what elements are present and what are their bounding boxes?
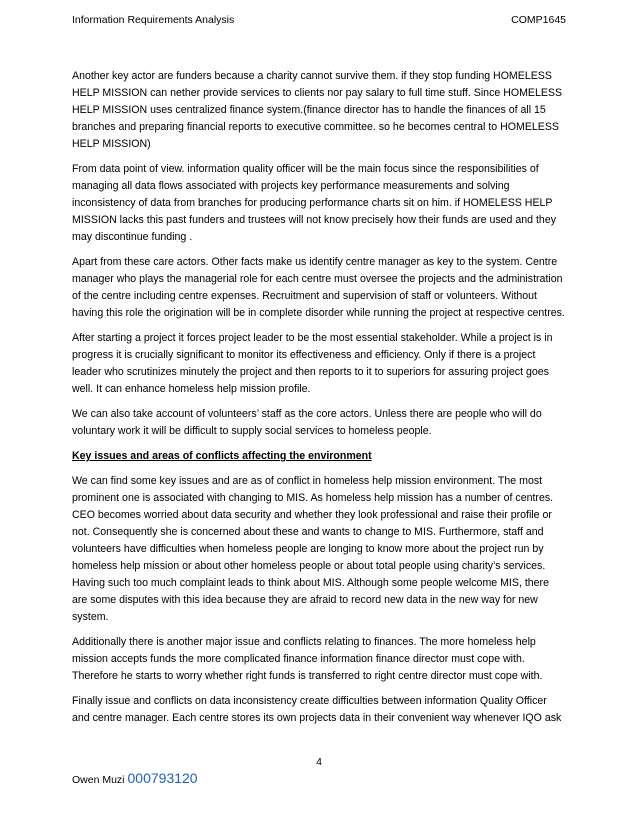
footer-student-id: 000793120 xyxy=(127,770,198,786)
page-number: 4 xyxy=(316,756,322,768)
header-course-code: COMP1645 xyxy=(511,14,566,26)
page-header xyxy=(72,14,566,26)
paragraph-volunteers: We can also take account of volunteers’ staff as the core actors. Unless there are people who will do voluntary work it will be difficult to supply social services to homeless people. xyxy=(72,408,542,437)
paragraph-mis-change: We can find some key issues and are as of conflict in homeless help mission environment. The most prominent one is associated with changing to MIS. As homeless help mission has a number of centres. CEO becomes worried about data security and whether they look professional and raise their profile or not. Consequently she is concerned about these and wants to change to MIS. Furthermore, staff and volunteers have difficulties when homeless people are longing to know more about the project run by homeless help mission or about other homeless people or about total people using charity’s services. Having such too much complaint leads to think about MIS. Although some people welcome MIS, there are some disputes with this idea because they are afraid to record new data in the new way for new system. xyxy=(72,475,554,623)
header-title: Information Requirements Analysis xyxy=(72,14,235,26)
document-body xyxy=(72,68,566,735)
paragraph-centre-manager: Apart from these care actors. Other facts make us identify centre manager as key to the system. Centre manager who plays the managerial role for each centre must oversee the projects and the administration of the centre including centre expenses. Recruitment and supervision of staff or volunteers. Without having this role the origination will be in complete disorder while running the project at respective centres. xyxy=(72,256,565,319)
page-footer xyxy=(72,770,198,786)
paragraph-project-leader: After starting a project it forces project leader to be the most essential stakeholder. While a project is in progress it is crucially significant to monitor its effectiveness and efficiency. Only if there is a project leader who scrutinizes minutely the project and then reports to it to superiors for assuring project goes well. It can enhance homeless help mission profile. xyxy=(72,332,553,395)
section-heading-key-issues: Key issues and areas of conflicts affecting the environment xyxy=(72,450,372,462)
footer-author: Owen Muzi xyxy=(72,774,125,786)
paragraph-funders: Another key actor are funders because a charity cannot survive them. if they stop funding HOMELESS HELP MISSION can nether provide services to clients nor pay salary to full time stuff. Since HOMELESS HELP MISSION uses centralized finance system.(finance director has to handle the finances of all 15 branches and preparing financial reports to executive committee. so he becomes central to HOMELESS HELP MISSION) xyxy=(72,70,563,150)
paragraph-information-quality-officer: From data point of view. information quality officer will be the main focus since the responsibilities of managing all data flows associated with projects key performance measurements and solving inconsistency of data from branches for producing performance charts sit on him. if HOMELESS HELP MISSION lacks this past funders and trustees will not know precisely how their funds are used and they may discontinue funding . xyxy=(72,163,557,243)
paragraph-data-inconsistency: Finally issue and conflicts on data inconsistency create difficulties between information Quality Officer and centre manager. Each centre stores its own projects data in their convenient way whenever IQO ask xyxy=(72,695,562,724)
paragraph-finances: Additionally there is another major issue and conflicts relating to finances. The more homeless help mission accepts funds the more complicated finance information finance director must cope with. Therefore he starts to worry whether right funds is transferred to right centre director must cope with. xyxy=(72,636,543,682)
